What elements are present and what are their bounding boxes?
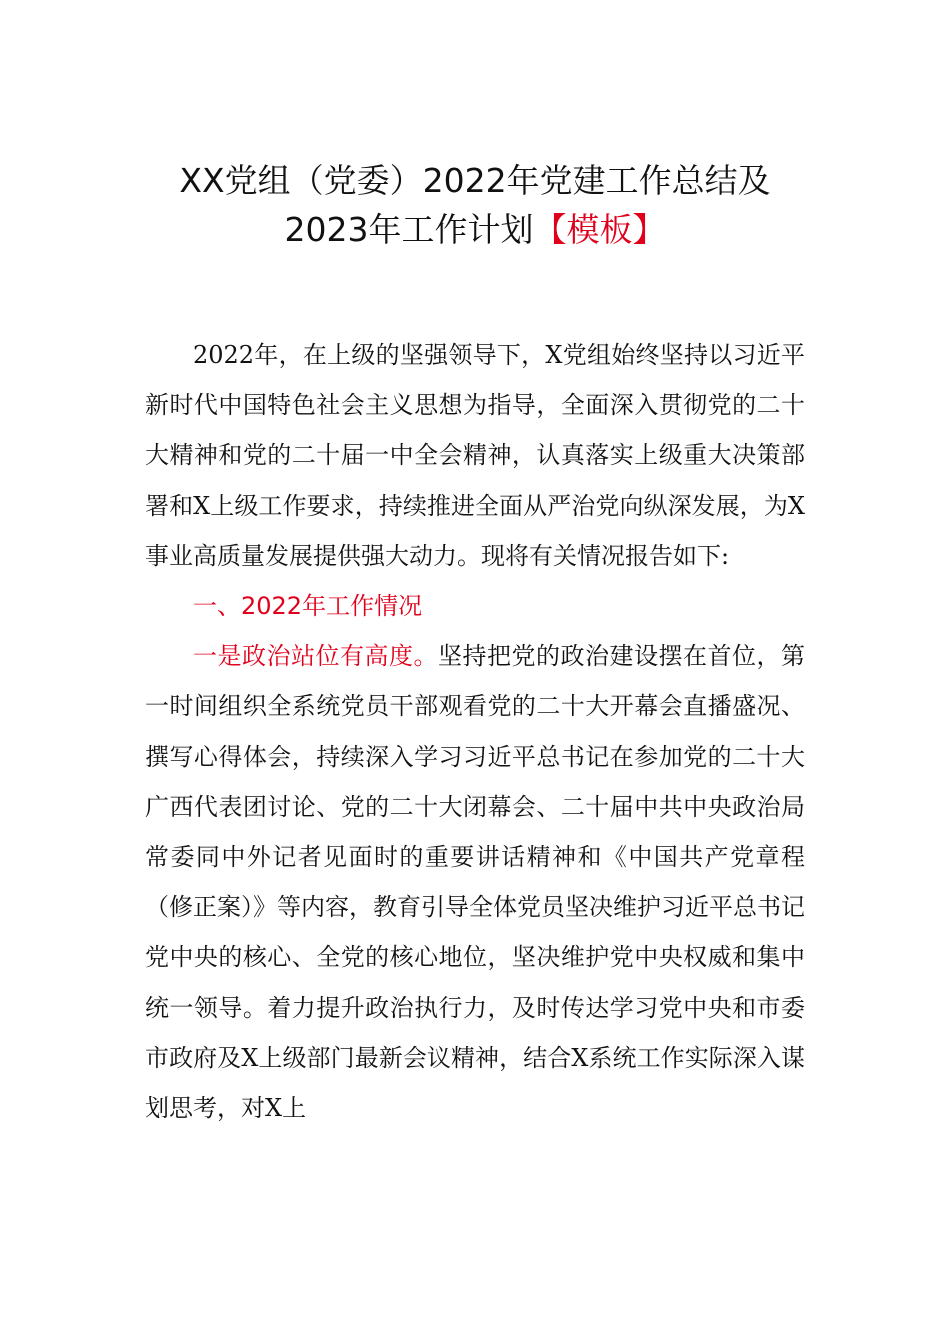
title-line-1-text: XX党组（党委）2022年党建工作总结及 [179,161,771,200]
title-line-2-text: 2023年工作计划 [284,210,534,249]
section-heading [145,581,805,631]
document-title-line-2 [120,210,830,249]
point-1-lead: 一是政治站位有高度。 [193,642,438,671]
point-1-body: 坚持把党的政治建设摆在首位，第一时间组织全系统党员干部观看党的二十大开幕会直播盛况、撰写心得体会，持续深入学习习近平总书记在参加党的二十大广西代表团讨论、党的二十大闭幕会、二十届中共中央政治局常委同中外记者见面时的重要讲话精神和《中国共产党章程（修正案）》等内容，教育引导全体党员坚决维护习近平总书记党中央的核心、全党的核心地位，坚决维护党中央权威和集中统一领导。着力提升政治执行力，及时传达学习党中央和市委市政府及X上级部门最新会议精神，结合X系统工作实际深入谋划思考，对X上 [145,642,805,1123]
point-1-paragraph [145,631,805,1133]
document-title-line-1 [120,161,830,200]
document-body [145,330,805,1133]
intro-paragraph: 2022年，在上级的坚强领导下，X党组始终坚持以习近平新时代中国特色社会主义思想为指导，全面深入贯彻党的二十大精神和党的二十届一中全会精神，认真落实上级重大决策部署和X上级工作要求，持续推进全面从严治党向纵深发展，为X事业高质量发展提供强大动力。现将有关情况报告如下: [145,341,805,570]
section-heading-text: 一、2022年工作情况 [193,592,423,621]
title-template-tag: 【模板】 [533,210,666,249]
